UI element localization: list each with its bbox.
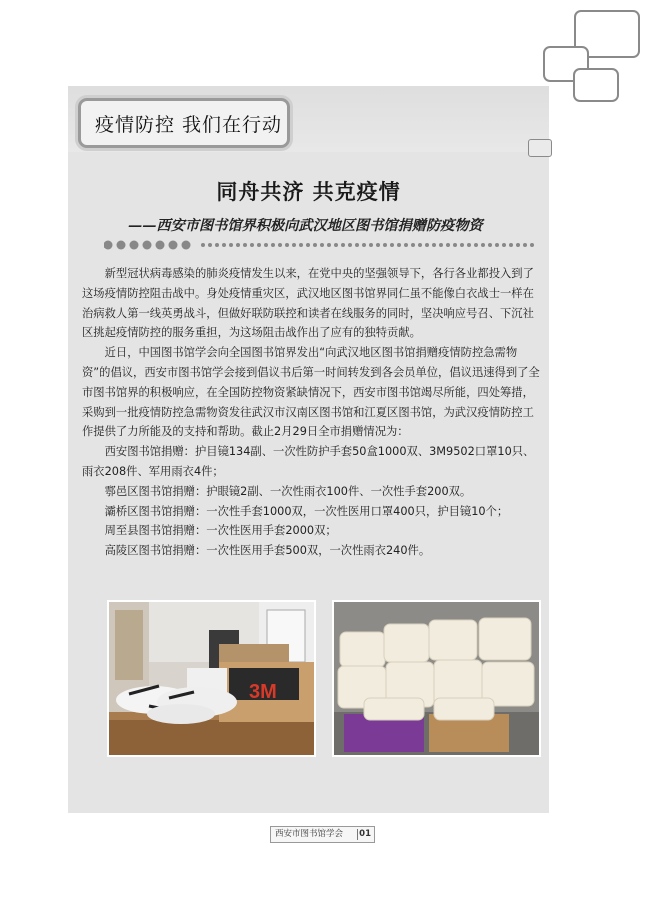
divider-dot [404, 243, 408, 247]
divider-dot [156, 241, 165, 250]
divider-dot [320, 243, 324, 247]
divider-dot [502, 243, 506, 247]
divider-dot [348, 243, 352, 247]
divider-dot [285, 243, 289, 247]
section-label: 疫情防控 我们在行动 [95, 114, 283, 136]
decor-frame-bottom [573, 68, 619, 102]
divider-dot [355, 243, 359, 247]
divider-dot [250, 243, 254, 247]
divider-dot [453, 243, 457, 247]
divider-dot [509, 243, 513, 247]
divider-dot [299, 243, 303, 247]
donation-item: 灞桥区图书馆捐赠：一次性手套1000双，一次性医用口罩400只，护目镜10个； [104, 504, 509, 518]
paragraph-1: 新型冠状病毒感染的肺炎疫情发生以来，在党中央的坚强领导下，各行各业都投入到了这场疫情防控阻击战中。身处疫情重灾区，武汉地区图书馆界同仁虽不能像白衣战士一样在治病救人第一线英勇战斗，但做好联防联控和读者在线服务的同时，坚决响应号召、下沉社区挑起疫情防控的服务重担，为这场阻击战作出了应有的独特贡献。 [82, 267, 534, 340]
photo-office-boxes [107, 600, 316, 757]
divider-dot [397, 243, 401, 247]
page-footer [270, 826, 375, 843]
divider-dot [383, 243, 387, 247]
page-number: 01 [359, 829, 371, 839]
divider-dot [481, 243, 485, 247]
divider-dot [418, 243, 422, 247]
divider-dot [376, 243, 380, 247]
divider-dot [474, 243, 478, 247]
divider-dot [306, 243, 310, 247]
decor-square [528, 139, 552, 157]
photo-glove-bags [332, 600, 541, 757]
divider-dot [327, 243, 331, 247]
divider-dot [271, 243, 275, 247]
divider-dot [516, 243, 520, 247]
divider-dot [334, 243, 338, 247]
divider-dot [208, 243, 212, 247]
divider-dot [390, 243, 394, 247]
footer-org: 西安市图书馆学会 [275, 829, 344, 839]
divider-dot [362, 243, 366, 247]
divider-dot [411, 243, 415, 247]
divider-dot [523, 243, 527, 247]
divider-dot [104, 241, 113, 250]
divider-dot [201, 243, 205, 247]
divider-dot [460, 243, 464, 247]
dot-divider [104, 239, 544, 251]
divider-dot [530, 243, 534, 247]
divider-dot [432, 243, 436, 247]
box-3m-label: 3M [249, 681, 277, 703]
divider-dot [117, 241, 126, 250]
divider-dot [215, 243, 219, 247]
divider-dot [313, 243, 317, 247]
divider-dot [257, 243, 261, 247]
divider-dot [446, 243, 450, 247]
divider-dot [467, 243, 471, 247]
divider-dot [236, 243, 240, 247]
divider-dot [369, 243, 373, 247]
divider-dot [182, 241, 191, 250]
divider-dot [143, 241, 152, 250]
donation-item: 西安图书馆捐赠：护目镜134副、一次性防护手套50盒1000双、3M9502口罩10只、雨衣208件、军用雨衣4件； [82, 445, 535, 478]
divider-dot [169, 241, 178, 250]
divider-dot [130, 241, 139, 250]
donation-item: 鄠邑区图书馆捐赠：护眼镜2副、一次性雨衣100件、一次性手套200双。 [104, 484, 472, 498]
footer-separator [357, 829, 358, 840]
article-subtitle: ——西安市图书馆界积极向武汉地区图书馆捐赠防疫物资 [128, 218, 483, 234]
divider-dot [488, 243, 492, 247]
article-body [82, 264, 544, 561]
paragraph-2: 近日，中国图书馆学会向全国图书馆界发出“向武汉地区图书馆捐赠疫情防控急需物资”的倡议，西安市图书馆学会接到倡议书后第一时间转发到各会员单位，倡议迅速得到了全市图书馆界的积极响应，在全国防控物资紧缺情况下，西安市图书馆竭尽所能，四处筹措，采购到一批疫情防控急需物资发往武汉市汉南区图书馆和江夏区图书馆，为武汉疫情防控工作提供了力所能及的支持和帮助。截止2月29日全市捐赠情况为： [82, 346, 540, 439]
divider-dot [222, 243, 226, 247]
divider-dot [264, 243, 268, 247]
article-title: 同舟共济 共克疫情 [216, 179, 401, 204]
divider-dot [341, 243, 345, 247]
divider-dot [292, 243, 296, 247]
divider-dot [439, 243, 443, 247]
donation-item: 高陵区图书馆捐赠：一次性医用手套500双，一次性雨衣240件。 [104, 544, 431, 558]
section-tab [78, 98, 290, 148]
divider-dot [495, 243, 499, 247]
divider-dot [425, 243, 429, 247]
divider-dot [229, 243, 233, 247]
donation-item: 周至县图书馆捐赠：一次性医用手套2000双； [104, 524, 337, 538]
divider-dot [243, 243, 247, 247]
divider-dot [278, 243, 282, 247]
